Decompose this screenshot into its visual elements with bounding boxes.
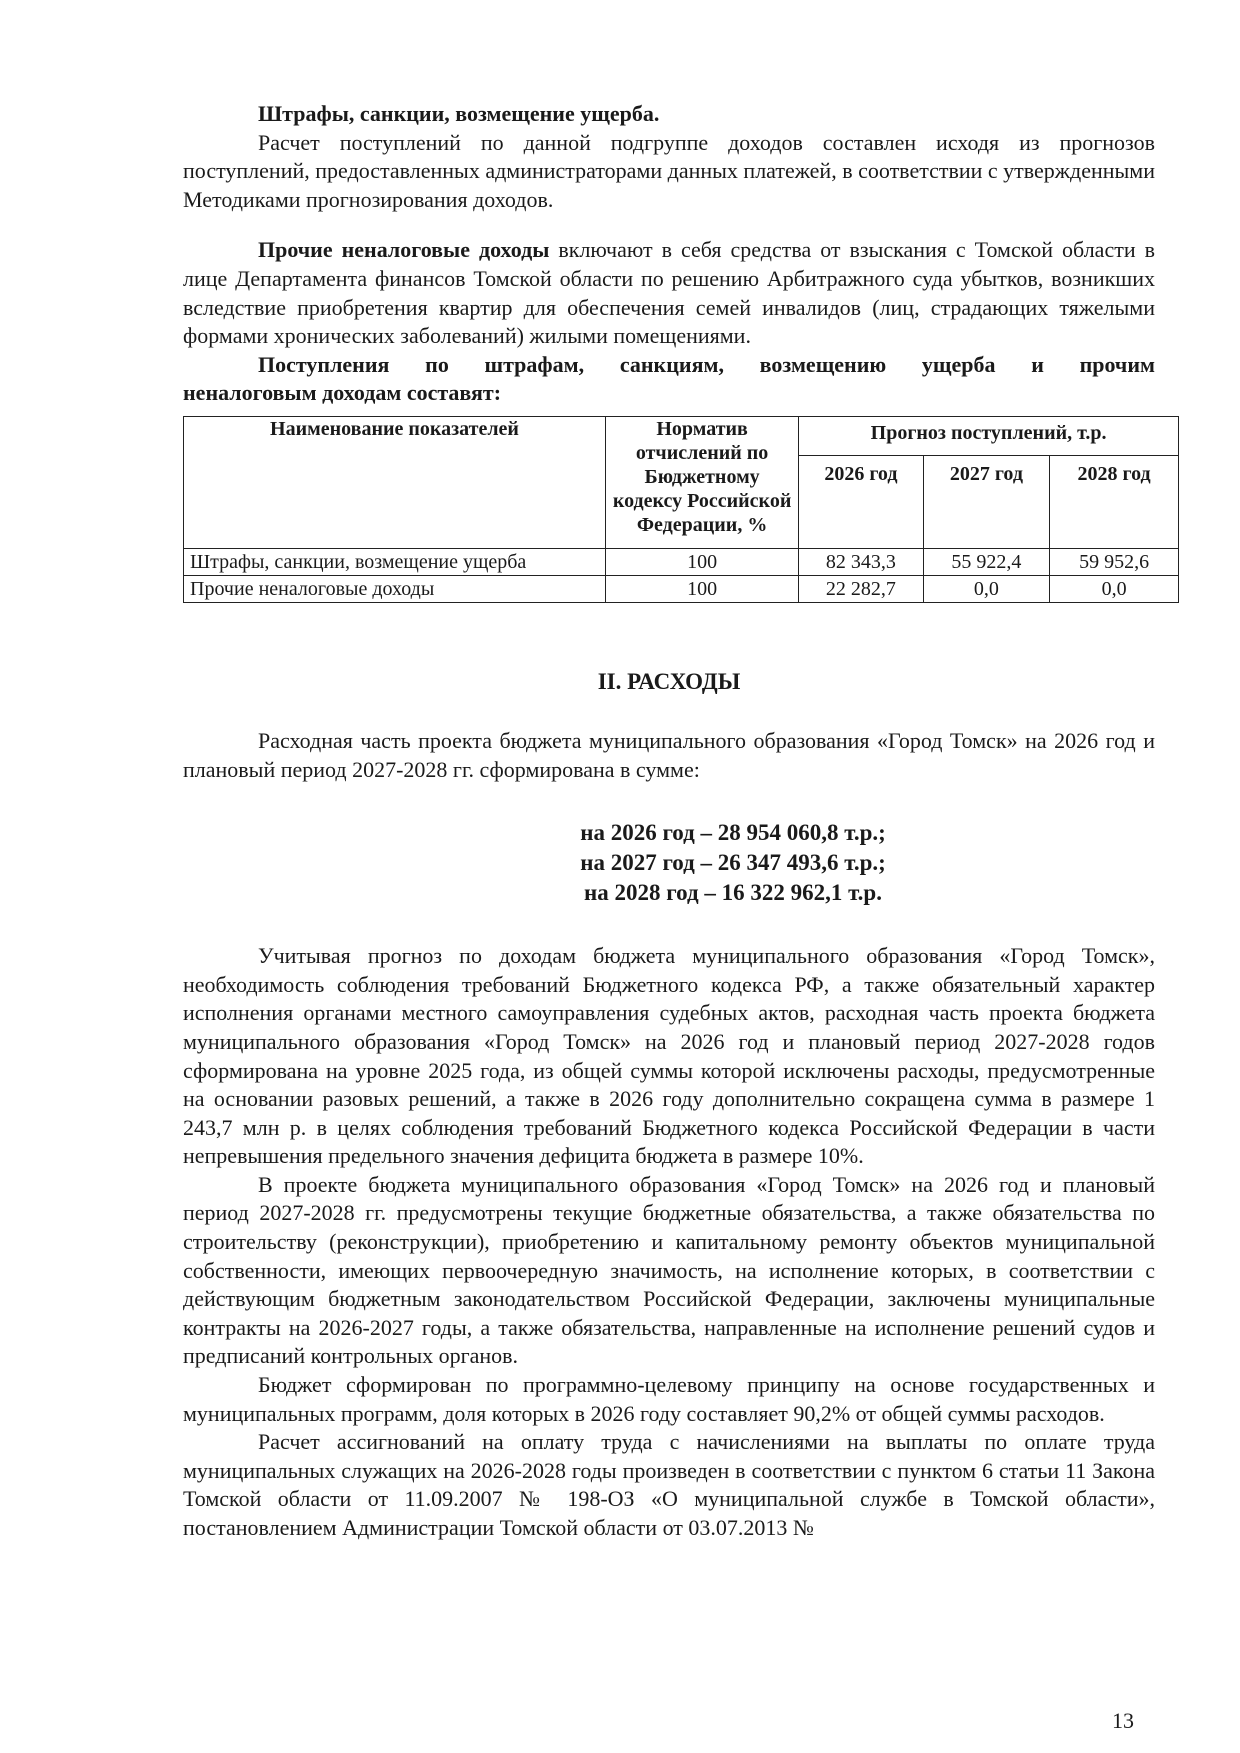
- total-2027: на 2027 год – 26 347 493,6 т.р.;: [580, 850, 886, 876]
- col-header-2028: 2028 год: [1050, 455, 1179, 548]
- expenses-paragraph-2: В проекте бюджета муниципального образования «Город Томск» на 2026 год и плановый период 2027-2028 гг. предусмотрены текущие бюджетные обязательства, а также обязательства по строительству (реконструкции), приобретению и капитальному ремонту объектов муниципальной собственности, имеющих первоочередную значимость, на исполнение которых, в соответствии с действующим бюджетным законодательством Российской Федерации, заключены муниципальные контракты на 2026-2027 годы, а также обязательства, направленные на исполнение решений судов и предписаний контрольных органов.: [183, 1171, 1155, 1369]
- table-row: [184, 575, 1179, 602]
- row-name: Прочие неналоговые доходы: [184, 575, 606, 602]
- revenue-table: [183, 416, 1179, 603]
- col-header-2027: 2027 год: [923, 455, 1050, 548]
- other-income-text: включают в себя средства от взыскания с Томской области в лице Департамента финансов Томской области по решению Арбитражного суда убытков, возникших вследствие приобретения квартир для обеспечения семей инвалидов (лиц, страдающих тяжелыми формами хронических заболеваний) жилыми помещениями.: [183, 237, 1155, 349]
- expenses-intro: Расходная часть проекта бюджета муниципального образования «Город Томск» на 2026 год и плановый период 2027-2028 гг. сформирована в сумме:: [183, 727, 1155, 782]
- expense-totals: [183, 818, 1155, 908]
- col-header-name: Наименование показателей: [184, 416, 606, 548]
- row-2028: 0,0: [1050, 575, 1179, 602]
- row-2026: 22 282,7: [799, 575, 923, 602]
- row-norm: 100: [605, 548, 798, 575]
- total-2026: на 2026 год – 28 954 060,8 т.р.;: [580, 820, 886, 846]
- expenses-paragraph-4: Расчет ассигнований на оплату труда с начислениями на выплаты по оплате труда муниципальных служащих на 2026-2028 годы произведен в соответствии с пунктом 6 статьи 11 Закона Томской области от 11.09.2007 № 198-ОЗ «О муниципальной службе в Томской области», постановлением Администрации Томской области от 03.07.2013 №: [183, 1429, 1155, 1540]
- expenses-paragraph-3: Бюджет сформирован по программно-целевому принципу на основе государственных и муниципальных программ, доля которых в 2026 году составляет 90,2% от общей суммы расходов.: [183, 1372, 1155, 1426]
- page-number: 13: [1112, 1708, 1134, 1733]
- row-2027: 0,0: [923, 575, 1050, 602]
- row-2026: 82 343,3: [799, 548, 923, 575]
- col-header-2026: 2026 год: [799, 455, 923, 548]
- col-header-forecast: Прогноз поступлений, т.р.: [799, 416, 1179, 455]
- expenses-paragraph-1: Учитывая прогноз по доходам бюджета муниципального образования «Город Томск», необходимость соблюдения требований Бюджетного кодекса РФ, а также обязательный характер исполнения органами местного самоуправления судебных актов, расходная часть проекта бюджета муниципального образования «Город Томск» на 2026 год и плановый период 2027-2028 годов сформирована на уровне 2025 года, из общей суммы которой исключены расходы, предусмотренные на основании разовых решений, а также в 2026 году дополнительно сокращена сумма в размере 1 243,7 млн р. в целях соблюдения требований Бюджетного кодекса Российской Федерации в части непревышения предельного значения дефицита бюджета в размере 10%.: [183, 943, 1155, 1169]
- col-header-norm: Норматив отчислений по Бюджетному кодексу Российской Федерации, %: [605, 416, 798, 548]
- row-2027: 55 922,4: [923, 548, 1050, 575]
- row-name: Штрафы, санкции, возмещение ущерба: [184, 548, 606, 575]
- table-row: [184, 548, 1179, 575]
- document-page: [183, 100, 1155, 1543]
- total-2028: на 2028 год – 16 322 962,1 т.р.: [584, 880, 882, 906]
- table-caption-line2: неналоговым доходам составят:: [183, 380, 502, 406]
- table-caption-line1: Поступления по штрафам, санкциям, возмещению ущерба и прочим: [258, 351, 1155, 377]
- row-norm: 100: [605, 575, 798, 602]
- other-income-paragraph: [183, 236, 1155, 350]
- other-income-lead: Прочие неналоговые доходы: [258, 237, 550, 263]
- fines-heading: Штрафы, санкции, возмещение ущерба.: [258, 101, 660, 126]
- expenses-section-title: II. РАСХОДЫ: [597, 668, 741, 694]
- row-2028: 59 952,6: [1050, 548, 1179, 575]
- fines-paragraph: Расчет поступлений по данной подгруппе доходов составлен исходя из прогнозов поступлений, предоставленных администраторами данных платежей, в соответствии с утвержденными Методиками прогнозирования доходов.: [183, 129, 1155, 212]
